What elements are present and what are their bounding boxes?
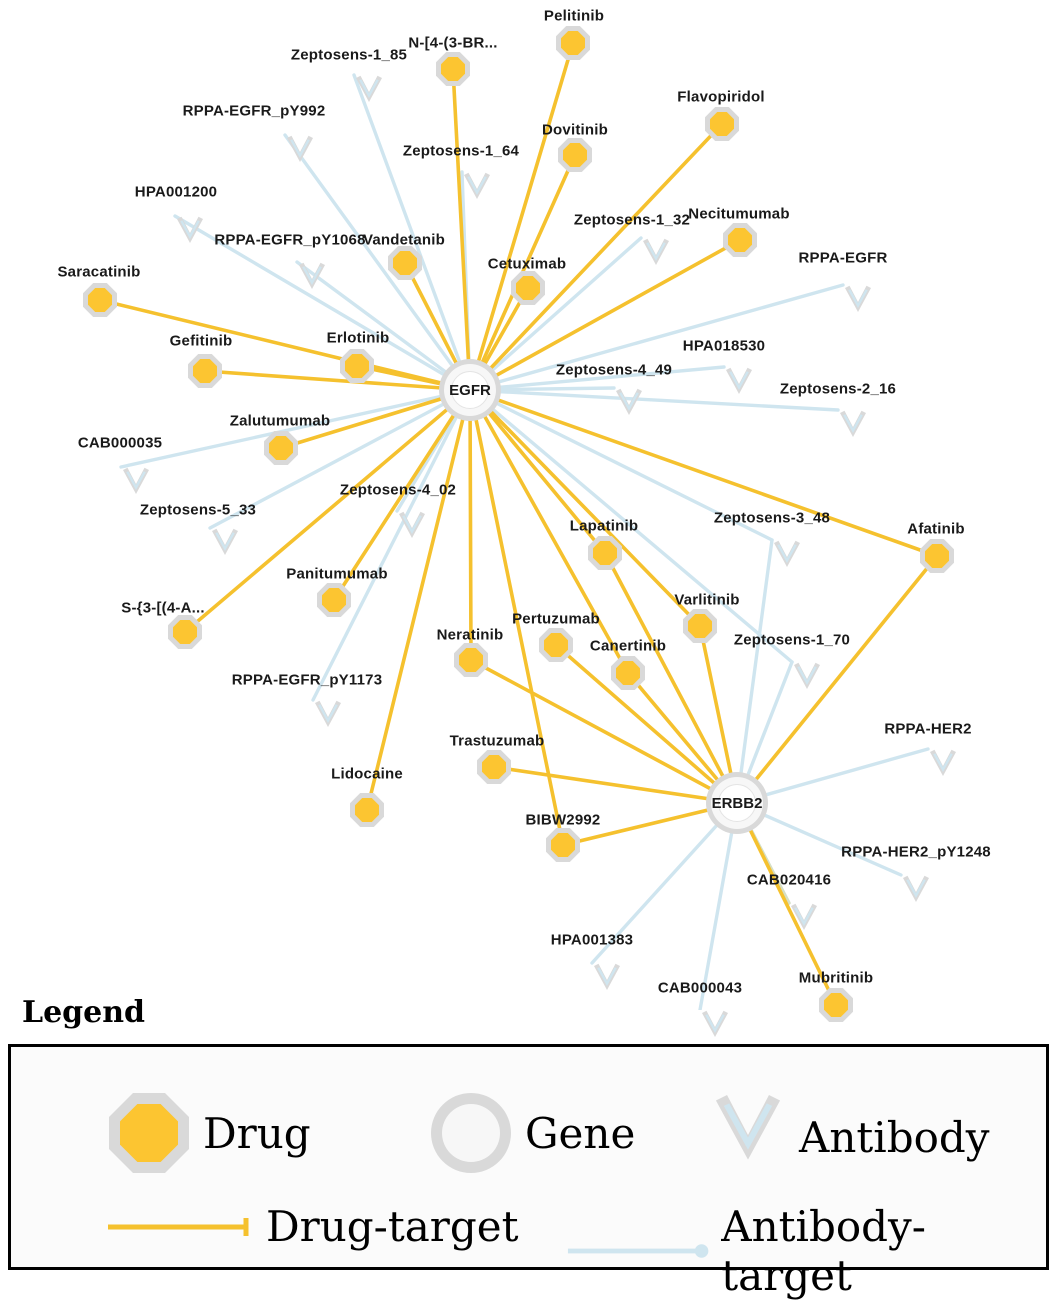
drug-node-label: Pelitinib [543, 7, 605, 25]
drug-node[interactable] [546, 828, 580, 862]
drug-node[interactable] [477, 750, 511, 784]
antibody-node-label: Zeptosens-1_32 [573, 211, 691, 229]
legend-edge-row [11, 1202, 1046, 1300]
drug-node[interactable] [556, 26, 590, 60]
antibody-node-label: Zeptosens-5_33 [139, 501, 257, 519]
drug-octagon-icon [683, 609, 717, 643]
antibody-node-label: Zeptosens-4_02 [339, 481, 457, 499]
drug-octagon-icon [558, 138, 592, 172]
drug-octagon-icon [317, 583, 351, 617]
legend-item-antibody-target [566, 1202, 1046, 1300]
drug-node[interactable] [920, 539, 954, 573]
antibody-node-label: CAB000043 [657, 979, 743, 997]
drug-octagon-icon [388, 246, 422, 280]
drug-octagon-icon [723, 223, 757, 257]
legend-item-antibody [711, 1093, 989, 1182]
drug-octagon-icon [436, 52, 470, 86]
drug-node[interactable] [436, 52, 470, 86]
drug-node-label: Flavopiridol [677, 88, 765, 106]
antibody-node-label: Zeptosens-2_16 [779, 380, 897, 398]
gene-circle-icon [431, 1093, 511, 1173]
drug-node-label: Gefitinib [169, 332, 233, 350]
drug-node[interactable] [683, 609, 717, 643]
drug-node[interactable] [388, 246, 422, 280]
gene-circle-icon [439, 359, 501, 421]
drug-node[interactable] [539, 628, 573, 662]
drug-node[interactable] [454, 643, 488, 677]
drug-octagon-icon [511, 271, 545, 305]
drug-octagon-icon [546, 828, 580, 862]
drug-octagon-icon [477, 750, 511, 784]
antibody-node-label: RPPA-HER2_pY1248 [841, 843, 991, 861]
drug-node-label: Pertuzumab [512, 610, 600, 628]
drug-octagon-icon [539, 628, 573, 662]
drug-node[interactable] [819, 988, 853, 1022]
drug-node-label: Mubritinib [798, 969, 874, 987]
drug-target-edge-icon [106, 1214, 256, 1240]
drug-octagon-icon [705, 107, 739, 141]
drug-octagon-icon [264, 431, 298, 465]
gene-node-erbb2[interactable] [706, 772, 768, 834]
drug-octagon-icon [168, 615, 202, 649]
drug-node-label: Afatinib [907, 520, 965, 538]
legend-label-antibody: Antibody [799, 1113, 990, 1162]
antibody-node-label: Zeptosens-4_49 [555, 361, 673, 379]
legend-label-gene: Gene [525, 1108, 636, 1158]
antibody-node-label: Zeptosens-3_48 [713, 509, 831, 527]
gene-circle-icon [706, 772, 768, 834]
drug-node-label: Lapatinib [569, 517, 639, 535]
legend-shape-row [11, 1093, 1046, 1183]
legend-label-drug: Drug [203, 1108, 311, 1158]
drug-node-label: Trastuzumab [449, 732, 545, 750]
antibody-node-label: Zeptosens-1_70 [733, 631, 851, 649]
drug-node[interactable] [723, 223, 757, 257]
drug-node[interactable] [317, 583, 351, 617]
gene-node-label: EGFR [449, 381, 491, 399]
gene-node-egfr[interactable] [439, 359, 501, 421]
drug-node[interactable] [588, 536, 622, 570]
drug-node[interactable] [83, 283, 117, 317]
legend-item-gene [431, 1093, 635, 1173]
drug-node-label: Lidocaine [331, 765, 403, 783]
drug-octagon-icon [556, 26, 590, 60]
drug-node-label: Saracatinib [57, 263, 141, 281]
antibody-node-label: RPPA-EGFR_pY1068 [214, 231, 366, 249]
antibody-node-label: RPPA-EGFR [798, 249, 888, 267]
antibody-node-label: Zeptosens-1_85 [290, 46, 408, 64]
antibody-node-label: RPPA-EGFR_pY1173 [231, 671, 383, 689]
drug-node-label: Zalutumumab [229, 412, 331, 430]
drug-node[interactable] [511, 271, 545, 305]
drug-node-label: Canertinib [589, 637, 667, 655]
legend-item-drug [109, 1093, 311, 1173]
legend-label-drug-target: Drug-target [266, 1202, 519, 1251]
antibody-node-label: CAB000035 [77, 434, 163, 452]
antibody-node-label: Zeptosens-1_64 [402, 142, 520, 160]
drug-octagon-icon [454, 643, 488, 677]
drug-octagon-icon [83, 283, 117, 317]
drug-node[interactable] [350, 793, 384, 827]
drug-node[interactable] [168, 615, 202, 649]
drug-octagon-icon [611, 656, 645, 690]
drug-node[interactable] [340, 349, 374, 383]
drug-octagon-icon [188, 354, 222, 388]
drug-octagon-icon [340, 349, 374, 383]
drug-node-label: Neratinib [436, 626, 504, 644]
antibody-chevron-icon [711, 1093, 785, 1182]
antibody-node-label: HPA001383 [550, 931, 634, 949]
drug-node-label: BIBW2992 [525, 811, 601, 829]
drug-octagon-icon [588, 536, 622, 570]
drug-node[interactable] [264, 431, 298, 465]
drug-node[interactable] [188, 354, 222, 388]
drug-node-label: Panitumumab [286, 565, 388, 583]
drug-node-label: Dovitinib [542, 121, 608, 139]
antibody-node-label: HPA001200 [134, 183, 218, 201]
drug-node-label: Vandetanib [362, 231, 446, 249]
drug-node-label: S-{3-[(4-A... [121, 599, 205, 617]
antibody-node-label: CAB020416 [746, 871, 832, 889]
legend-label-antibody-target: Antibody-target [721, 1202, 926, 1300]
antibody-node-label: RPPA-EGFR_pY992 [182, 102, 326, 120]
drug-node-label: Erlotinib [326, 329, 390, 347]
antibody-target-edge-icon [566, 1238, 711, 1264]
drug-octagon-icon [819, 988, 853, 1022]
antibody-node-label: RPPA-HER2 [884, 720, 972, 738]
drug-octagon-icon [109, 1093, 189, 1173]
drug-node-label: Varlitinib [674, 591, 740, 609]
legend-title: Legend [22, 995, 146, 1030]
drug-node-label: Cetuximab [487, 255, 567, 273]
legend-box [8, 1044, 1049, 1300]
drug-node[interactable] [705, 107, 739, 141]
legend-item-drug-target [106, 1202, 519, 1251]
drug-octagon-icon [350, 793, 384, 827]
gene-node-label: ERBB2 [711, 794, 763, 812]
drug-node[interactable] [558, 138, 592, 172]
drug-node-label: Necitumumab [688, 205, 790, 223]
drug-octagon-icon [920, 539, 954, 573]
antibody-node-label: HPA018530 [682, 337, 766, 355]
drug-node-label: N-[4-(3-BR... [408, 34, 498, 52]
drug-node[interactable] [611, 656, 645, 690]
